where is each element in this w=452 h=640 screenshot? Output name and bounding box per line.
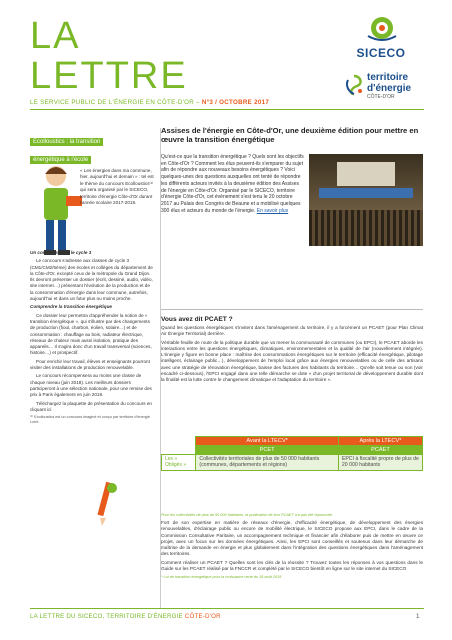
siceco-logo [334, 14, 428, 64]
te-logo-text [367, 72, 411, 94]
page-number: 1 [416, 613, 420, 620]
pcaet-para-1: Quand les questions énergétiques s'invitent dans l'aménagement du territoire, il y a forcément un PCAET (pour Plan Climat Air Énergie Territorial) derrière. [161, 325, 423, 337]
read-more-link[interactable]: En savoir plus [256, 207, 289, 214]
cell-after: EPCI à fiscalité propre de plus de 20 000 habitants [338, 455, 422, 471]
article-intro-text: Qu'est-ce que la transition énergétique ? Quels sont les objectifs en Côte-d'Or ? Comment les élus peuvent-ils s'emparer du sujet afin de répondre aux nouveaux besoins énergétiques ? Voici quelques-unes des questions auxquelles ont tenté de répondre les différents acteurs invités à la deuxième édition des Assises de l'énergie en Côte-d'Or. Organisé par le SICECO, territoire d'énergie Côte-d'Or, cet évènement s'est tenu le 20 octobre 2017 au Palais des Congrès de Beaune et a mobilisé quelques 300 élus et acteurs du monde de l'énergie. [161, 154, 304, 214]
table-corner [162, 437, 196, 446]
section-badge-1: Ecolloustics : la transition [30, 138, 103, 146]
intro-text: « Les énergies dans ma commune, hier, aujourd'hui et demain » : tel est le thème du concours Ecolloustics⁽¹⁾ qui sera organisé par le SICECO, territoire d'énergie Côte-d'Or durant l'année scolaire 2017-2018. [80, 168, 154, 206]
footer [30, 613, 221, 620]
siceco-para: Fort de son expertise en matière de réseaux d'énergie, d'efficacité énergétique, de développement des énergies renouvelables, d'éclairage public ou encore de mobilité électrique, le SICECO propose aux EPCI, dans le cadre de la Commission Consultative Paritaire, un accompagnement technique et financier afin d'élaborer puis de mettre en œuvre ce projet, avec un focus sur les données énergétiques. Ainsi, les EPCI sont conseillés et soutenus dans leur démarche de maîtrise de la demande en énergie et plus globalement dans l'intégration des questions énergétiques dans l'aménagement des territoires. [161, 520, 423, 557]
ltecv-footnote: * Loi de transition énergétique pour la croissance verte du 18 août 2015 [161, 575, 282, 580]
section-badge-2: énergétique à l'école [30, 156, 91, 164]
table-note: Pour les collectivités de plus de 50 000 habitants, la publication de leur PCAET n'a pas été repoussée. [161, 513, 334, 517]
para-visits: Pour enrichir leur travail, élèves et enseignants pourront visiter des installations de production renouvelable. [30, 358, 150, 371]
download-link[interactable]: Téléchargez la plaquette de présentation du concours en cliquant ici [30, 400, 152, 412]
section-rule [161, 309, 423, 310]
footer-text: LA LETTRE DU SICECO, TERRITOIRE D'ÉNERGIE [30, 613, 183, 620]
col-header-before: Avant la LTECV* [196, 437, 339, 446]
heading-transition: Comprendre la transition énergétique [30, 304, 112, 310]
sub-header-pcet: PCET [196, 446, 339, 455]
sub-header-pcaet: PCAET [338, 446, 422, 455]
col-header-after: Après la LTECV* [338, 437, 422, 446]
article-intro [161, 154, 305, 214]
siceco-bulb-icon [364, 14, 400, 44]
article-heading: Assises de l'énergie en Côte-d'Or, une deuxième édition pour mettre en œuvre la transition énergétique [161, 126, 419, 144]
left-footnote: ⁽¹⁾ Ecolloustics est un concours imaginé et conçu par territoire d'énergie Loire. [30, 415, 150, 425]
siceco-logo-text: SICECO [356, 46, 406, 60]
swirl-icon [343, 74, 365, 96]
conference-photo [309, 154, 423, 246]
te-logo-line-2: d'énergie [367, 83, 412, 94]
left-column [30, 130, 154, 425]
right-column [161, 126, 423, 580]
pcaet-heading: Vous avez dit PCAET ? [161, 316, 233, 323]
te-logo-region: CÔTE-D'OR [367, 94, 395, 100]
newsletter-title [30, 15, 188, 98]
cell-before: Collectivités territoriales de plus de 50 000 habitants (communes, départements et régions) [196, 455, 339, 471]
subtitle-rule [30, 109, 424, 110]
after-table-body [161, 520, 423, 583]
stage [319, 188, 413, 198]
ltecv-table [161, 436, 423, 471]
te-logo-line-1: territoire [367, 72, 409, 83]
title-line-1: LA [30, 15, 81, 57]
heading-cycle3: Un concours pour le cycle 3 [30, 250, 92, 255]
title-line-2: LETTRE [30, 55, 188, 98]
left-body [30, 248, 154, 427]
footer-region: CÔTE-D'OR [184, 613, 221, 620]
table-corner-2 [162, 446, 196, 455]
territoire-energie-logo [343, 72, 433, 112]
audience [309, 210, 423, 246]
pcaet-para-2: Véritable feuille de route de la politique durable que va mener la communauté de communes (ou EPCI), le PCAET aborde les interactions entre les questions énergétiques, climatiques, environnementales et la qualité de l'air (nouvellement intégrée). L'énergie y figure en bonne place : maîtrise des consommations énergétiques sur le territoire (efficacité énergétique, pilotage intelligent, éclairage public…), développement de l'emploi local grâce aux énergies renouvelables ou de celle des artisans avec une stratégie de rénovation énergétique, baisse des factures des habitants du territoire… Qu'elle soit tenue ou non (voir encadré ci-dessous), l'EPCI engagé dans une telle démarche se dote « d'un projet territorial de développement durable dont la finalité est la lutte contre le changement climatique et l'adaptation du territoire ». [161, 339, 423, 383]
projection-screen [337, 162, 395, 186]
row-label-obliges: Les « Obligés » [162, 455, 196, 471]
issue-number: N°3 / OCTOBRE 2017 [201, 99, 270, 106]
subtitle-text: LE SERVICE PUBLIC DE L'ÉNERGIE EN CÔTE-D'OR – [30, 99, 200, 106]
guide-para: Comment réaliser un PCAET ? Quelles sont les clés de la réussite ? Trouvez toutes les réponses à vos questions dans le Guide sur les PCAET réalisé par la FNCCR et complété par le SICECO bientôt en ligne sur le site internet du SICECO [161, 559, 423, 572]
pencil-figure-icon [90, 478, 120, 528]
footer-rule [30, 608, 424, 609]
para-transition: Ce dossier leur permettra d'appréhender la notion de « transition énergétique », qui s'illustre par des changements de production (fioul, charbon, éolien, solaire…) et de consommation : chauffage au bois, radiateur électrique, réseaux de chaleur mais aussi isolation, pratique des appareils… Il s'agira donc d'un travail transversal (sciences, histoire…) et prospectif. [30, 312, 152, 356]
pcaet-body [161, 325, 423, 386]
subtitle [30, 99, 269, 106]
para-prizes: Le concours récompensera au moins une classe de chaque niveau (juin 2018). Les meilleurs dossiers participeront à une sélection nationale, pour une remise des prix à Paris également en juin 2018. [30, 373, 152, 398]
para-cycle3: Le concours s'adresse aux classes de cycle 3 (CM1/CM2/6ème) des écoles et collèges du département de la Côte-d'Or, excepté ceux de la métropole du Grand Dijon. Ils devront présenter un dossier (écrit, dessiné, audio, vidéo, site internet…) présentant l'évolution de la production et de la consommation d'énergie dans leur commune, autrefois, aujourd'hui et dans un futur plus ou moins proche. [30, 258, 153, 302]
